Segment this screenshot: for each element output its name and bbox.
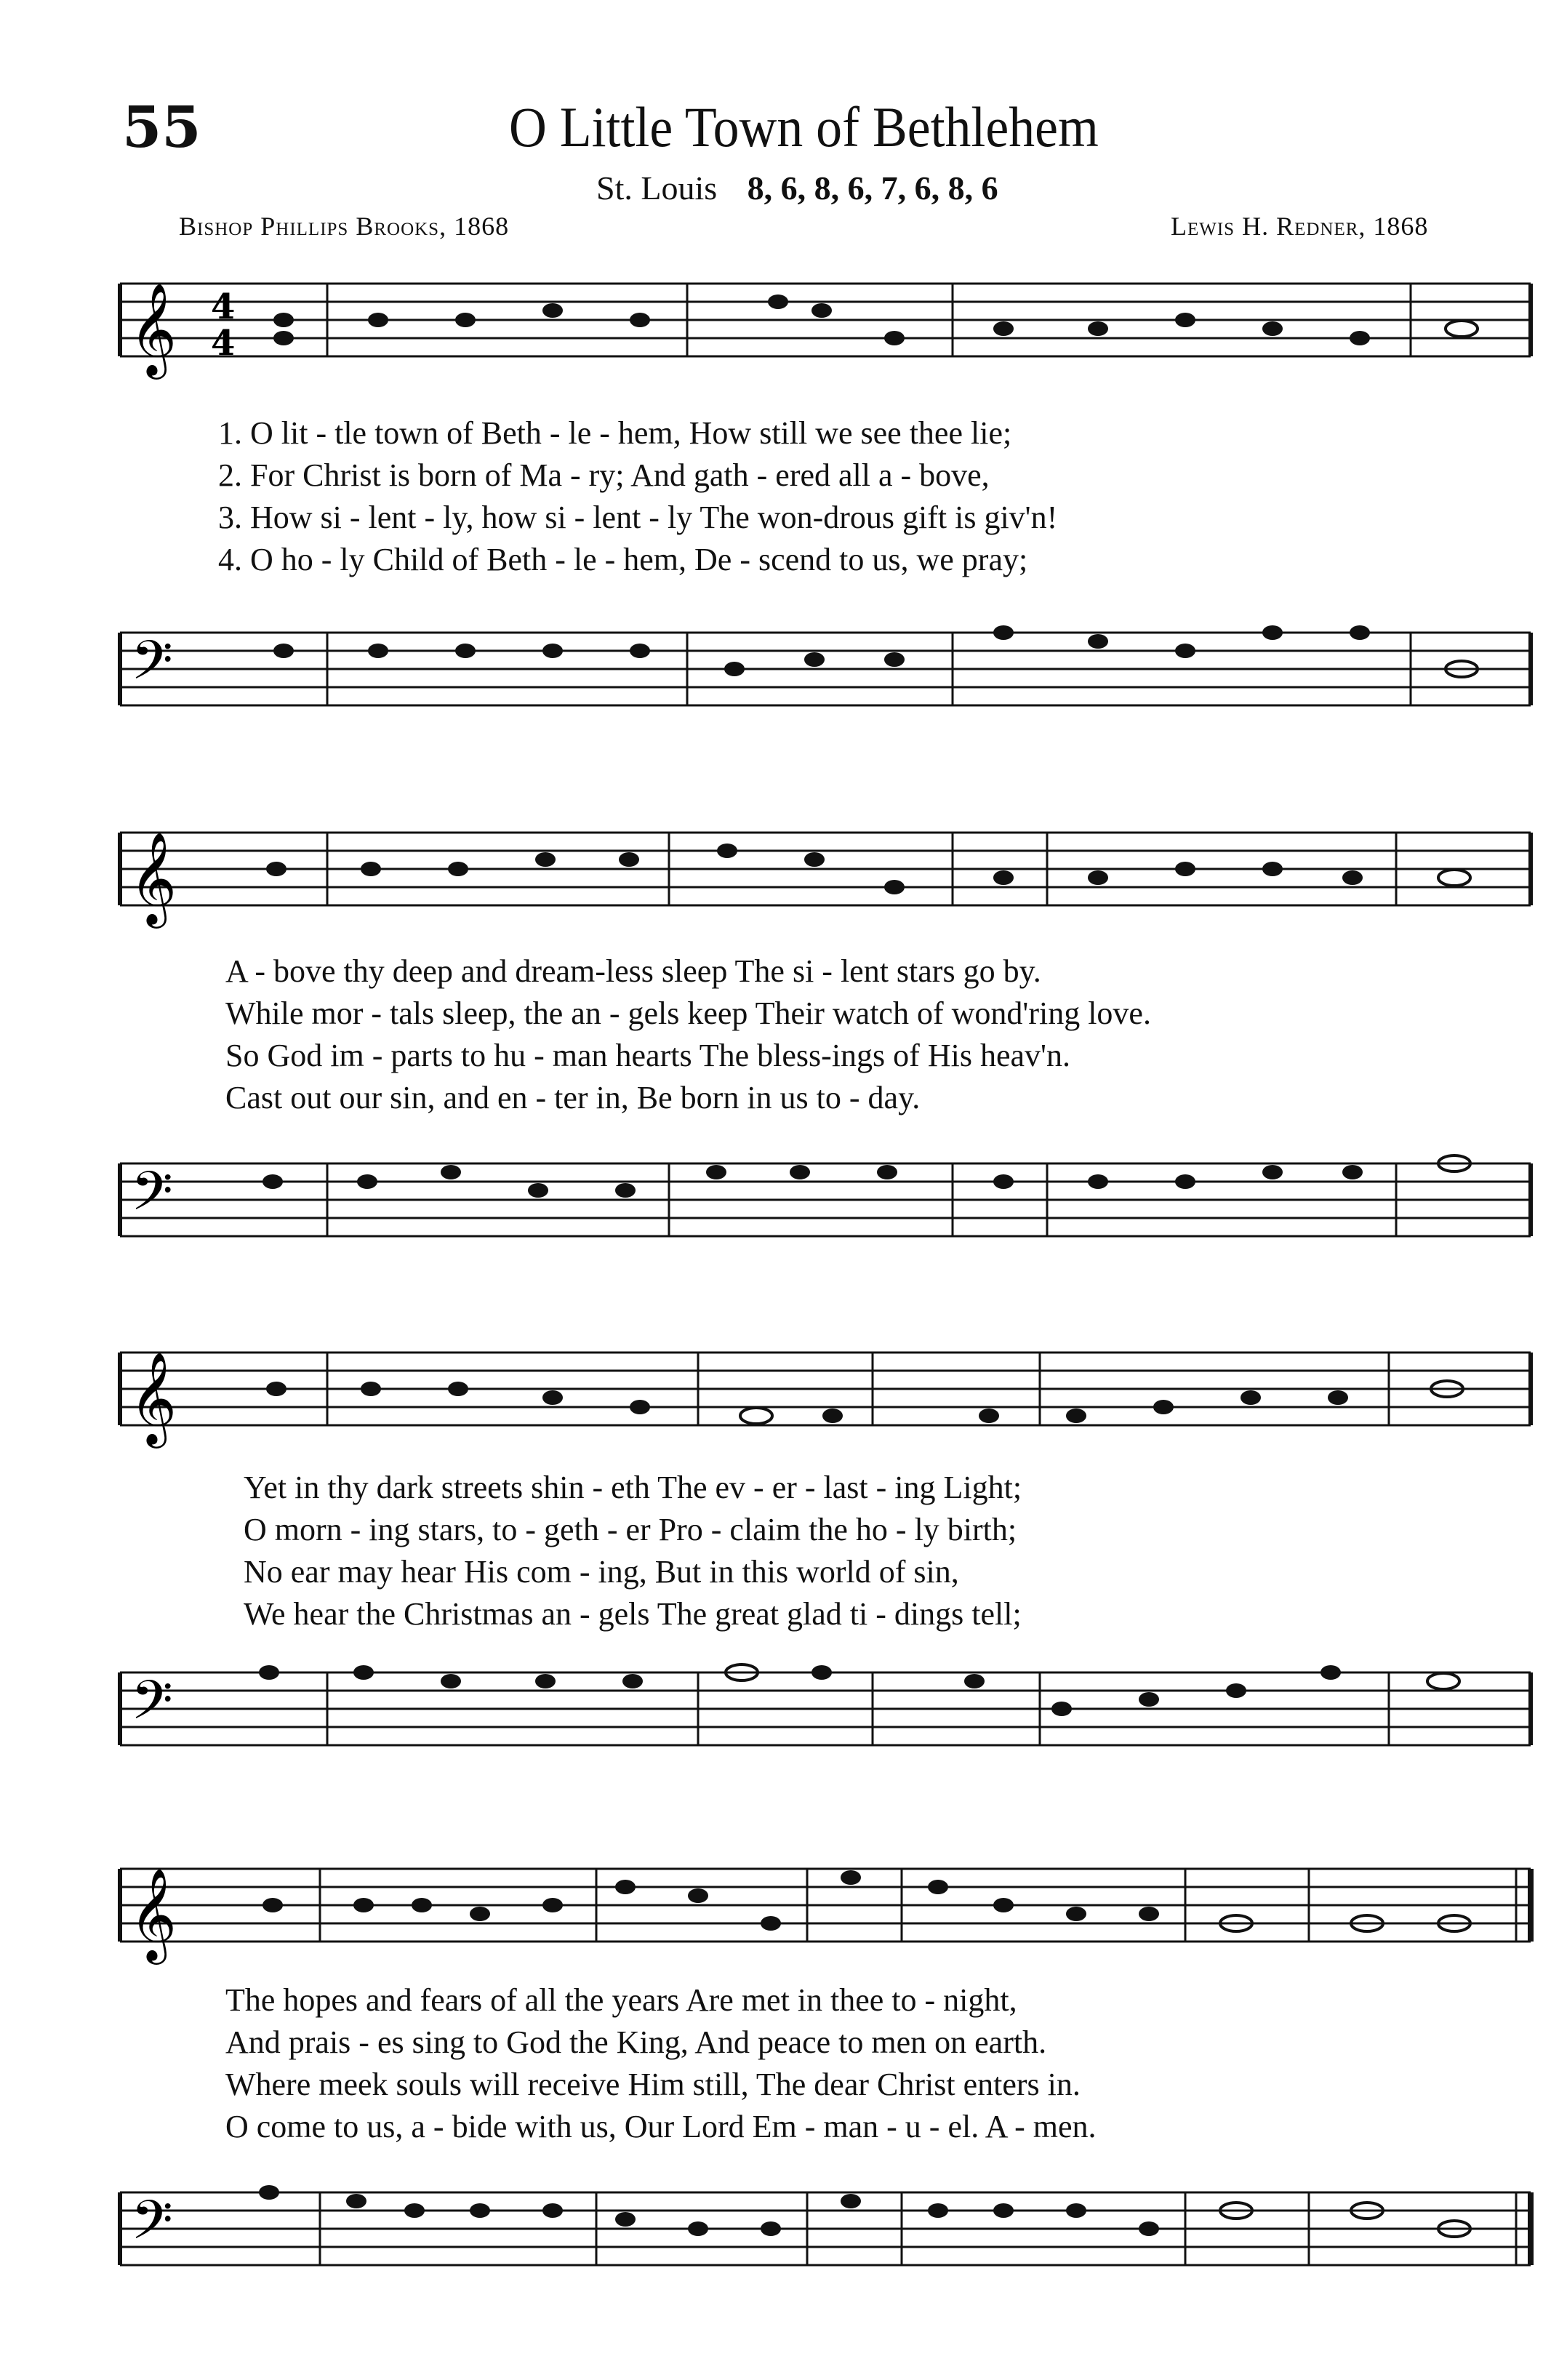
bass-staff-system-2 (0, 1134, 1567, 1294)
verse-line-2-2: While mor - tals sleep, the an - gels keep Their watch of wond'ring love. (225, 995, 1151, 1031)
hymn-title: O Little Town of Bethlehem (509, 95, 1099, 159)
tune-name: St. Louis (596, 169, 718, 207)
verse-line-3-1: Yet in thy dark streets shin - eth The ev - er - last - ing Light; (244, 1470, 1022, 1505)
verse-line-1-4: 4. O ho - ly Child of Beth - le - hem, De - scend to us, we pray; (218, 542, 1028, 577)
treble-staff-lines (120, 833, 1531, 905)
bass-staff-system-3 (0, 1643, 1567, 1803)
verse-line-2-3: So God im - parts to hu - man hearts The bless-ings of His heav'n. (225, 1038, 1070, 1073)
verse-line-2-4: Cast out our sin, and en - ter in, Be born in us to - day. (225, 1080, 921, 1115)
bass-clef-icon: 𝄢 (131, 2189, 173, 2265)
treble-staff-system-1 (0, 262, 1567, 407)
verse-line-4-4: O come to us, a - bide with us, Our Lord Em - man - u - el. A - men. (225, 2109, 1097, 2144)
treble-staff-system-4 (0, 1847, 1567, 1992)
time-signature: 4 (211, 287, 236, 327)
bass-clef-icon: 𝄢 (131, 629, 173, 705)
treble-staff-lines (120, 284, 1531, 356)
treble-clef-icon: 𝄞 (129, 831, 177, 924)
verse-line-1-2: 2. For Christ is born of Ma - ry; And gath - ered all a - bove, (218, 457, 990, 493)
author-credit: Bishop Phillips Brooks, 1868 (179, 212, 510, 241)
verse-line-2-1: A - bove thy deep and dream-less sleep The si - lent stars go by. (225, 953, 1041, 989)
treble-clef-icon: 𝄞 (129, 1351, 177, 1444)
verse-line-3-2: O morn - ing stars, to - geth - er Pro - claim the ho - ly birth; (244, 1512, 1017, 1547)
treble-clef-icon: 𝄞 (129, 1867, 177, 1960)
verse-line-4-1: The hopes and fears of all the years Are met in thee to - night, (225, 1982, 1017, 2018)
treble-clef-icon: 𝄞 (129, 282, 177, 375)
treble-staff-system-2 (0, 811, 1567, 956)
verse-line-3-4: We hear the Christmas an - gels The great glad ti - dings tell; (244, 1596, 1022, 1632)
verse-line-4-3: Where meek souls will receive Him still, The dear Christ enters in. (225, 2067, 1081, 2102)
bass-staff-lines (120, 2192, 1531, 2265)
bass-notes-system-2 (262, 1155, 1470, 1198)
tune-meter: 8, 6, 8, 6, 7, 6, 8, 6 (747, 169, 998, 207)
composer-credit: Lewis H. Redner, 1868 (1171, 212, 1429, 241)
treble-staff-lines (120, 1869, 1531, 1942)
hymn-number: 55 (122, 95, 201, 161)
treble-staff-system-3 (0, 1331, 1567, 1476)
verse-line-4-2: And prais - es sing to God the King, And peace to men on earth. (225, 2024, 1047, 2060)
tune-info (596, 169, 998, 207)
bass-staff-lines (120, 1163, 1531, 1236)
time-signature-lower: 4 (211, 323, 236, 364)
notes-system-3 (266, 1381, 1463, 1424)
bass-clef-icon: 𝄢 (131, 1669, 173, 1745)
verse-line-1-3: 3. How si - lent - ly, how si - lent - ly The won-drous gift is giv'n! (218, 500, 1058, 535)
bass-clef-icon: 𝄢 (131, 1160, 173, 1236)
notes-system-4 (262, 1870, 1470, 1931)
bass-staff-lines (120, 1672, 1531, 1745)
bass-staff-system-1 (0, 604, 1567, 764)
bass-staff-lines (120, 633, 1531, 705)
bass-staff-system-4 (0, 2163, 1567, 2323)
verse-line-3-3: No ear may hear His com - ing, But in this world of sin, (244, 1554, 959, 1590)
verse-line-1-1: 1. O lit - tle town of Beth - le - hem, How still we see thee lie; (218, 415, 1012, 451)
